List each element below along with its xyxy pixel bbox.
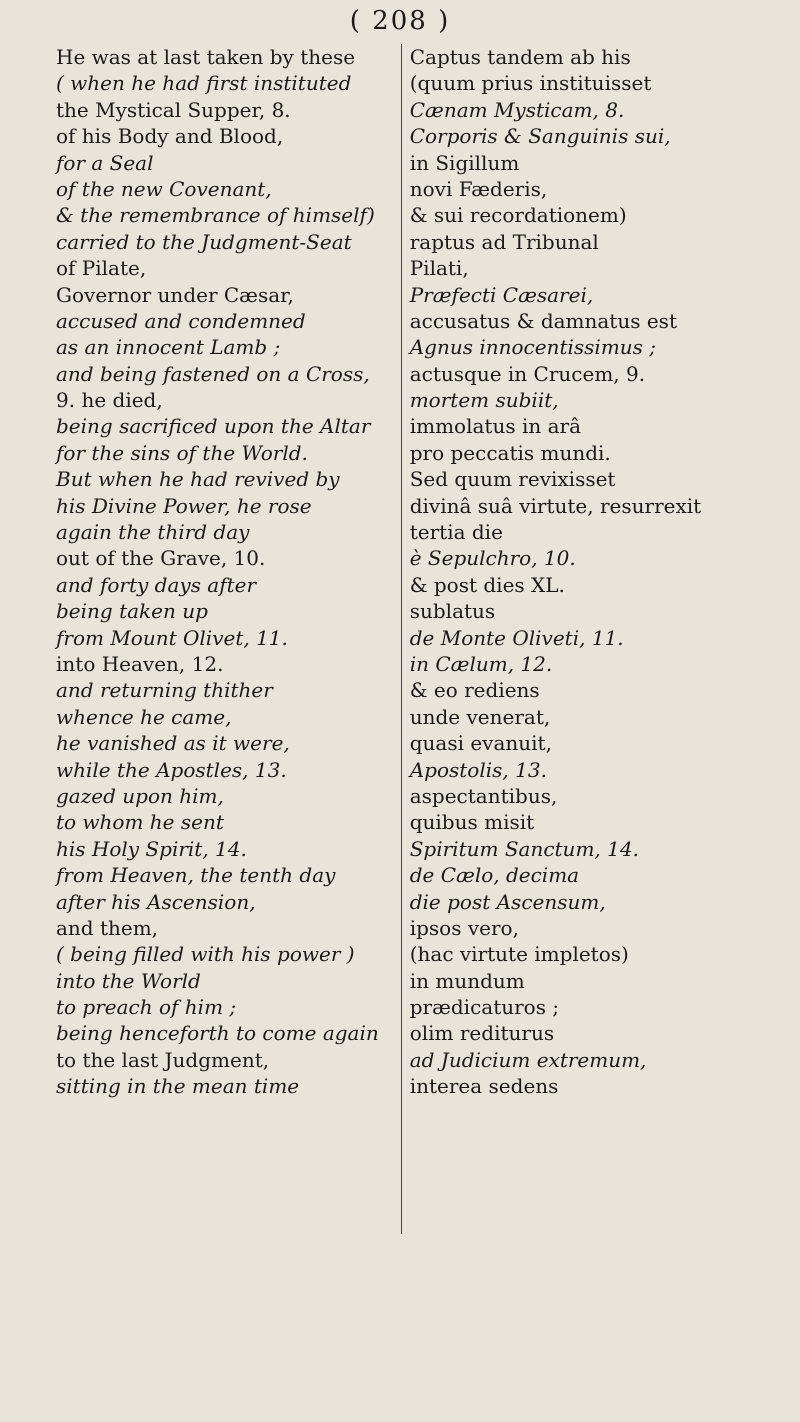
latin-line: ipsos vero, [409,915,519,940]
latin-line: prædicaturos ; [409,995,560,1020]
bilingual-text-columns [56,44,796,1100]
text-row [56,361,796,387]
text-row [56,598,796,624]
latin-line: Captus tandem ab his [409,45,631,69]
text-row [56,282,796,308]
english-line: being taken up [56,599,208,624]
english-line: accused and condemned [56,308,306,333]
latin-line: immolatus in arâ [409,414,581,439]
latin-line: & eo rediens [409,678,540,703]
english-line: of the new Covenant, [56,176,272,201]
latin-line: actusque in Crucem, 9. [409,361,646,386]
text-row [56,70,796,96]
latin-line: in Sigillum [409,150,520,175]
text-row [56,44,796,70]
english-line: sitting in the mean time [56,1074,300,1099]
text-row [56,915,796,941]
latin-line: & post dies XL. [409,572,565,597]
english-line: for the sins of the World. [56,440,308,465]
english-line: and forty days after [56,572,257,597]
english-line: of Pilate, [56,256,147,281]
text-row [56,730,796,756]
text-row [56,176,796,202]
english-line: & the remembrance of himself) [56,203,375,228]
latin-line: tertia die [409,520,503,545]
latin-line: Apostolis, 13. [409,757,547,782]
text-row [56,625,796,651]
latin-line: in mundum [409,968,525,993]
english-line: from Mount Olivet, 11. [56,625,288,650]
text-row [56,994,796,1020]
latin-line: divinâ suâ virtute, resurrexit [409,493,702,518]
english-line: out of the Grave, 10. [56,546,266,571]
latin-line: interea sedens [409,1074,559,1099]
english-line: being sacrificed upon the Altar [56,414,371,439]
text-row [56,704,796,730]
english-line: the Mystical Supper, 8. [56,97,291,122]
text-row [56,334,796,360]
text-row [56,440,796,466]
english-line: He was at last taken by these [56,45,356,69]
english-line: Governor under Cæsar, [56,282,294,307]
english-line: and returning thither [56,678,273,703]
english-line: and them, [56,915,159,940]
english-line: of his Body and Blood, [56,124,284,149]
latin-line: olim rediturus [409,1021,555,1046]
latin-line: die post Ascensum, [409,889,606,914]
latin-line: raptus ad Tribunal [409,229,599,254]
text-row [56,308,796,334]
text-row [56,255,796,281]
latin-line: in Cælum, 12. [409,651,553,676]
latin-line: de Monte Oliveti, 11. [409,625,624,650]
text-row [56,651,796,677]
text-row [56,413,796,439]
english-line: from Heaven, the tenth day [56,863,336,888]
text-row [56,889,796,915]
english-line: But when he had revived by [56,467,340,492]
latin-line: de Cælo, decima [409,863,580,888]
english-line: into Heaven, 12. [56,651,224,676]
latin-line: ad Judicium extremum, [409,1047,647,1072]
english-line: his Divine Power, he rose [56,493,312,518]
text-row [56,519,796,545]
english-line: after his Ascension, [56,889,256,914]
latin-line: pro peccatis mundi. [409,440,611,465]
text-row [56,809,796,835]
latin-line: Agnus innocentissimus ; [409,335,657,360]
text-row [56,97,796,123]
english-line: being henceforth to come again [56,1021,379,1046]
text-row [56,123,796,149]
text-row [56,862,796,888]
english-line: to whom he sent [56,810,224,835]
latin-line: Præfecti Cæsarei, [409,282,594,307]
text-row [56,1020,796,1046]
text-row [56,757,796,783]
latin-line: & sui recordationem) [409,203,627,228]
text-row [56,493,796,519]
english-line: 9. he died, [56,388,163,413]
text-row [56,202,796,228]
latin-line: (hac virtute impletos) [409,942,629,967]
english-line: his Holy Spirit, 14. [56,836,247,861]
english-line: to the last Judgment, [56,1047,270,1072]
english-line: whence he came, [56,704,232,729]
latin-line: quasi evanuit, [409,731,552,756]
text-row [56,941,796,967]
latin-line: è Sepulchro, 10. [409,546,576,571]
english-line: again the third day [56,520,250,545]
english-line: as an innocent Lamb ; [56,335,281,360]
english-line: ( when he had first instituted [56,71,352,96]
latin-line: sublatus [409,599,496,624]
latin-line: quibus misit [409,810,535,835]
text-row [56,677,796,703]
english-line: into the World [56,968,201,993]
text-row [56,466,796,492]
latin-line: novi Fæderis, [409,176,548,201]
text-row [56,836,796,862]
english-line: while the Apostles, 13. [56,757,287,782]
text-row [56,1073,796,1099]
latin-line: aspectantibus, [409,783,558,808]
english-line: to preach of him ; [56,995,237,1020]
text-row [56,968,796,994]
latin-line: accusatus & damnatus est [409,308,677,333]
latin-line: Cænam Mysticam, 8. [409,97,625,122]
latin-line: mortem subiit, [409,388,559,413]
english-line: ( being filled with his power ) [56,942,355,967]
latin-line: (quum prius instituisset [409,71,652,96]
latin-line: unde venerat, [409,704,551,729]
english-line: for a Seal [56,150,154,175]
latin-line: Pilati, [409,256,469,281]
english-line: and being fastened on a Cross, [56,361,370,386]
text-row [56,387,796,413]
text-row [56,572,796,598]
english-line: carried to the Judgment-Seat [56,229,352,254]
english-line: gazed upon him, [56,783,224,808]
latin-line: Spiritum Sanctum, 14. [409,836,639,861]
text-row [56,150,796,176]
latin-line: Sed quum revixisset [409,467,616,492]
text-row [56,1047,796,1073]
text-row [56,229,796,255]
english-line: he vanished as it were, [56,731,290,756]
text-row [56,545,796,571]
page-number: ( 208 ) [349,6,451,36]
text-row [56,783,796,809]
latin-line: Corporis & Sanguinis sui, [409,124,671,149]
